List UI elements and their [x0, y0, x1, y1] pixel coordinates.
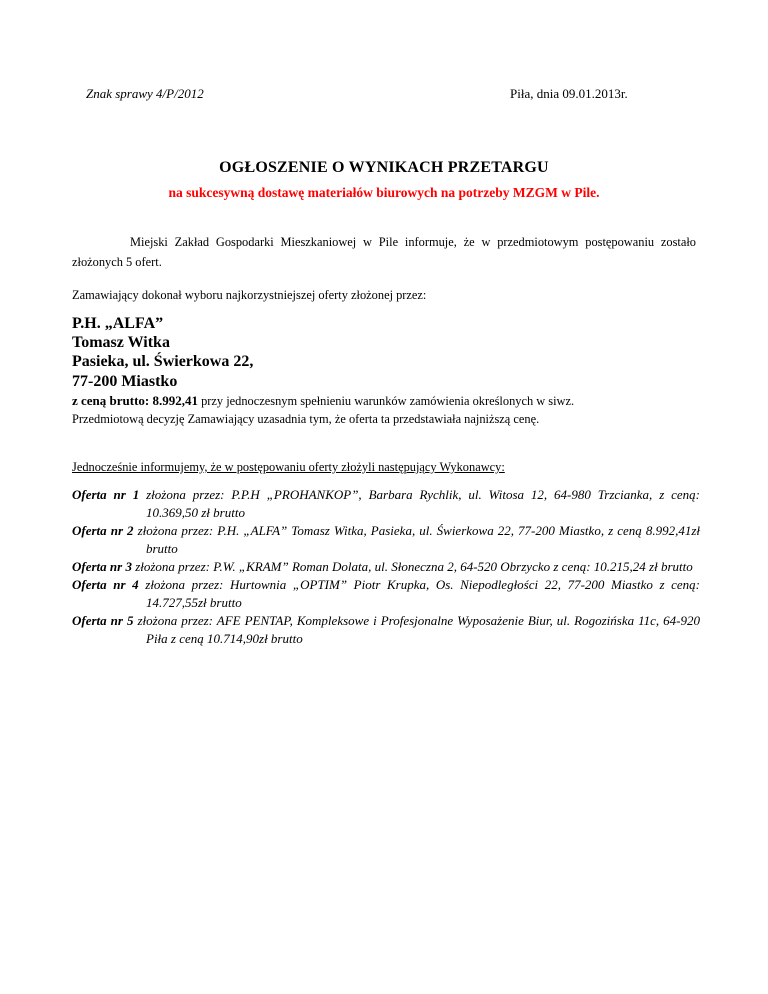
offer-item	[72, 522, 700, 558]
winner-city: 77-200 Miastko	[72, 372, 178, 390]
offer-item	[72, 558, 700, 576]
winner-owner: Tomasz Witka	[72, 334, 170, 352]
offer-label: Oferta nr 5	[72, 613, 134, 628]
offer-text: złożona przez: AFE PENTAP, Kompleksowe i Profesjonalne Wyposażenie Biur, ul. Rogozińska 11c, 64-920 Piła z ceną 10.714,90zł brutto	[133, 613, 700, 646]
price-rest: przy jednoczesnym spełnieniu warunków zamówienia określonych w siwz.	[198, 394, 575, 408]
winner-block	[72, 314, 253, 391]
offer-item	[72, 612, 700, 648]
offers-list	[72, 486, 700, 648]
intro-paragraph	[72, 232, 696, 272]
document-title: OGŁOSZENIE O WYNIKACH PRZETARGU	[219, 159, 549, 176]
winner-street: Pasieka, ul. Świerkowa 22,	[72, 353, 254, 371]
offer-text: złożona przez: P.P.H „PROHANKOP”, Barbara Rychlik, ul. Witosa 12, 64-980 Trzcianka, z ceną: 10.369,50 zł brutto	[139, 487, 701, 520]
document-subtitle: na sukcesywną dostawę materiałów biurowych na potrzeby MZGM w Pile.	[168, 185, 600, 200]
offer-text: złożona przez: P.H. „ALFA” Tomasz Witka, Pasieka, ul. Świerkowa 22, 77-200 Miastko, z ceną 8.992,41zł brutto	[133, 523, 700, 556]
offer-label: Oferta nr 4	[72, 577, 139, 592]
price-label: z ceną brutto: 8.992,41	[72, 393, 199, 408]
offer-label: Oferta nr 2	[72, 523, 134, 538]
intro-text: Miejski Zakład Gospodarki Mieszkaniowej w Pile informuje, że w przedmiotowym postępowaniu zostało złożonych 5 ofert.	[72, 235, 696, 269]
price-paragraph	[72, 389, 696, 413]
offer-text: złożona przez: Hurtownia „OPTIM” Piotr Krupka, Os. Niepodległości 22, 77-200 Miastko z ceną: 14.727,55zł brutto	[138, 577, 701, 610]
offer-item	[72, 576, 700, 612]
place-date: Piła, dnia 09.01.2013r.	[510, 86, 628, 101]
justification-text: Przedmiotową decyzję Zamawiający uzasadnia tym, że oferta ta przedstawiała najniższą cenę.	[72, 412, 540, 426]
offer-label: Oferta nr 1	[72, 487, 140, 502]
case-number: Znak sprawy 4/P/2012	[86, 86, 204, 101]
offer-label: Oferta nr 3	[72, 559, 132, 574]
choice-text: Zamawiający dokonał wyboru najkorzystniejszej oferty złożonej przez:	[72, 288, 427, 302]
offer-text: złożona przez: P.W. „KRAM” Roman Dolata, ul. Słoneczna 2, 64-520 Obrzycko z ceną: 10.215,24 zł brutto	[131, 559, 693, 574]
winner-name: P.H. „ALFA”	[72, 315, 164, 332]
offer-item	[72, 486, 700, 522]
inform-text: Jednocześnie informujemy, że w postępowaniu oferty złożyli następujący Wykonawcy:	[72, 460, 505, 474]
